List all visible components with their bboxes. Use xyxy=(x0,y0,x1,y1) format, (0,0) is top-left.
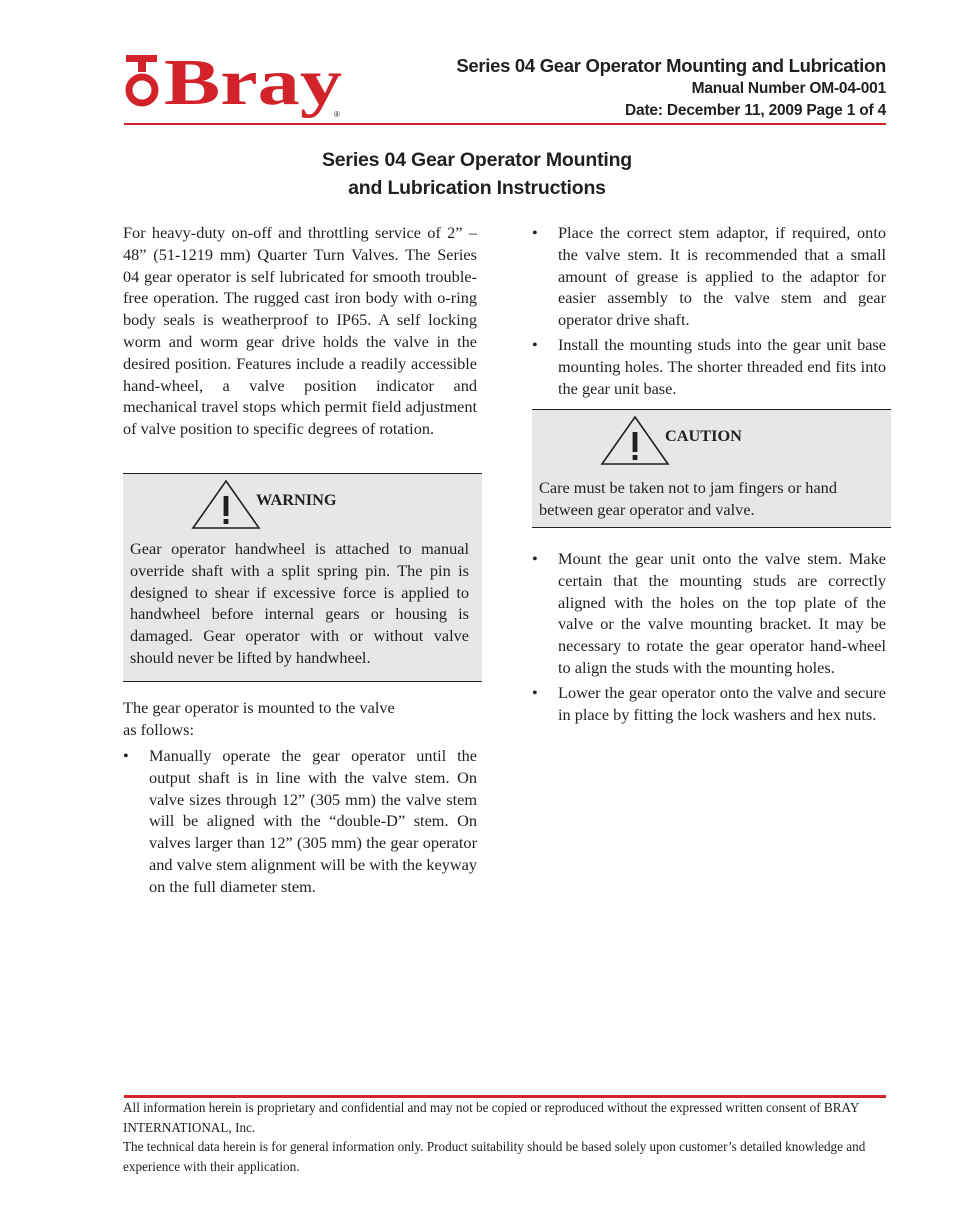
date-page: Date: December 11, 2009 Page 1 of 4 xyxy=(625,102,886,119)
warning-box xyxy=(123,473,482,682)
step-4-text: Mount the gear unit onto the valve stem. Make certain that the mounting studs are correctly aligned with the holes on the top plate of the valve or the valve mounting bracket. It may be necessary to rotate the gear operator hand-wheel to align the studs with the mounting holes. xyxy=(558,549,886,677)
bullet-symbol: • xyxy=(532,549,538,568)
step-1-text: Manually operate the gear operator until the output shaft is in line with the valve stem. On valve sizes through 12” (305 mm) the valve stem will be aligned with the “double-D” stem. On valves larger than 12” (305 mm) the gear operator and valve stem alignment will be with the keyway on the full diameter stem. xyxy=(149,746,477,896)
mounting-intro xyxy=(123,697,477,741)
warning-label: WARNING xyxy=(256,490,337,509)
registered-mark: ® xyxy=(334,110,340,119)
step-2-text: Place the correct stem adaptor, if required, onto the valve stem. It is recommended that a small amount of grease is applied to the adaptor for easier assembly to the valve stem and gear operator drive shaft. xyxy=(558,223,886,330)
document-title-line-2: and Lubrication Instructions xyxy=(348,177,606,199)
caution-label: CAUTION xyxy=(665,426,742,445)
step-5-text: Lower the gear operator onto the valve and secure in place by fitting the lock washers and hex nuts. xyxy=(558,683,886,724)
bray-logo xyxy=(124,48,350,120)
warning-triangle-icon xyxy=(191,479,261,530)
bullet-symbol: • xyxy=(123,746,129,765)
bullet-symbol: • xyxy=(532,683,538,702)
mounting-intro-line-1: The gear operator is mounted to the valve xyxy=(123,698,395,717)
warning-text: Gear operator handwheel is attached to manual override shaft with a split spring pin. The pin is designed to shear if excessive force is applied to handwheel before internal gears or housing is damaged. Gear operator with or without valve should never be lifted by handwheel. xyxy=(130,539,469,667)
footer-proprietary-notice: All information herein is proprietary and confidential and may not be copied or reproduced without the expressed written consent of BRAY INTERNATIONAL, Inc. xyxy=(123,1100,859,1135)
caution-triangle-icon xyxy=(600,415,670,466)
bray-logo-wordmark: Bray xyxy=(164,48,342,119)
mounting-intro-line-2: as follows: xyxy=(123,719,194,739)
caution-text: Care must be taken not to jam fingers or hand between gear operator and valve. xyxy=(539,478,837,519)
caution-box xyxy=(532,409,891,528)
intro-paragraph: For heavy-duty on-off and throttling service of 2” – 48” (51-1219 mm) Quarter Turn Valves. The Series 04 gear operator is self lubricated for smooth trouble-free operation. The rugged cast iron body with o-ring body seals is weatherproof to IP65. A self locking worm and worm gear drive holds the valve in the desired position. Features include a readily accessible hand-wheel, a valve position indicator and mechanical travel stops which permit field adjustment of valve position to specific degrees of rotation. xyxy=(123,223,477,439)
step-3-text: Install the mounting studs into the gear unit base mounting holes. The shorter threaded end fits into the gear unit base. xyxy=(558,335,886,398)
document-title-line-1: Series 04 Gear Operator Mounting xyxy=(321,149,633,171)
bullet-symbol: • xyxy=(532,223,538,242)
footer-disclaimer: The technical data herein is for general information only. Product suitability should be based solely upon customer’s detailed knowledge and experience with their application. xyxy=(123,1139,866,1174)
bray-logo-symbol xyxy=(126,55,157,103)
header-title: Series 04 Gear Operator Mounting and Lubrication xyxy=(456,55,886,76)
bullet-symbol: • xyxy=(532,335,538,354)
header-divider xyxy=(124,123,886,125)
manual-number: Manual Number OM-04-001 xyxy=(691,80,886,97)
document-title xyxy=(124,146,830,202)
